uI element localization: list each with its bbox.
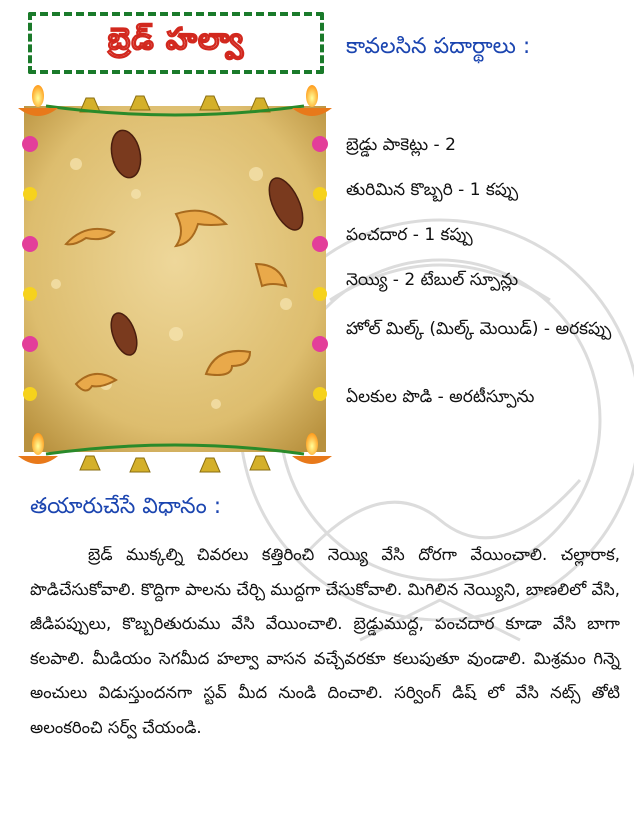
method-heading: తయారుచేసే విధానం :	[30, 494, 222, 519]
diya-lamp-icon	[18, 85, 58, 116]
ingredient-item: హోల్ మిల్క్ (మిల్క్ మెయిడ్) - అరకప్పు	[346, 319, 612, 339]
bottom-bell-garland	[80, 456, 270, 472]
method-paragraph: బ్రెడ్ ముక్కల్ని చివరలు కత్తిరించి నెయ్యి వేసి దోరగా వేయించాలి. చల్లారాక, పొడిచేసుకోవాలి. కొద్దిగా పాలను చేర్చి ముద్దగా చేసుకోవాలి. మిగిలిన నెయ్యిని, బాణలిలో వేసి, జీడిపప్పులు, కొబ్బరితురుము వేసి వేయించాలి. బ్రెడ్డుముద్ద, పంచదార కూడా వేసి బాగా కలపాలి. మీడియం సెగమీద హల్వా వాసన వచ్చేవరకూ కలుపుతూ వుండాలి. మిశ్రమం గిన్నె అంచులు విడుస్తుందనగా స్టవ్ మీద నుండి దించాలి. సర్వింగ్ డిష్ లో వేసి నట్స్ తోటి అలంకరించి సర్వ్ చేయండి.	[30, 545, 620, 737]
ingredient-item: తురిమిన కొబ్బరి - 1 కప్పు	[346, 180, 519, 200]
ingredients-heading: కావలసిన పదార్థాలు :	[346, 34, 531, 59]
diya-lamp-icon	[292, 85, 332, 116]
ingredient-item: ఏలకుల పొడి - అరటీస్పూను	[346, 387, 535, 407]
ingredient-item: నెయ్యి - 2 టేబుల్ స్పూన్లు	[346, 270, 519, 290]
ingredients-list	[346, 132, 626, 429]
recipe-title: బ్రెడ్ హల్వా	[107, 22, 245, 57]
title-frame	[28, 12, 324, 74]
recipe-photo-frame	[16, 84, 334, 476]
ingredient-item: బ్రెడ్డు పాకెట్లు - 2	[346, 135, 456, 155]
ingredient-item: పంచదార - 1 కప్పు	[346, 225, 473, 245]
